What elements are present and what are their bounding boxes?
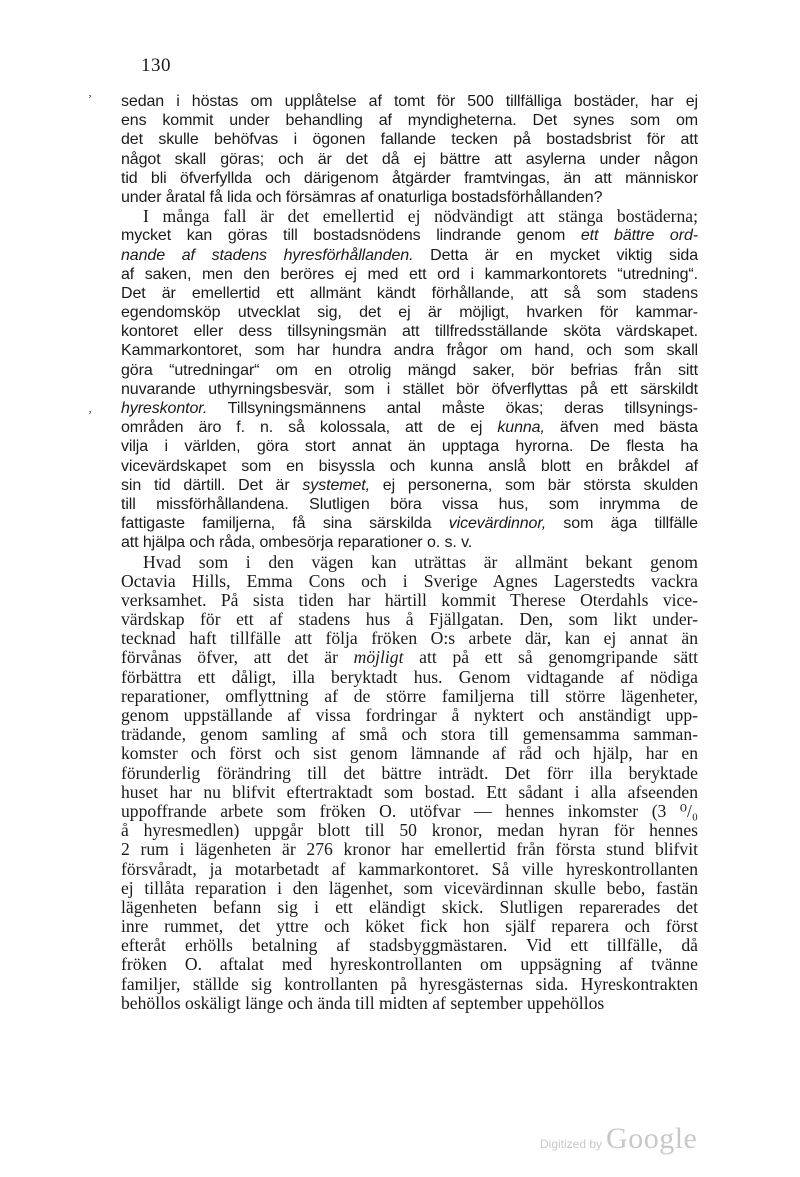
text-segment: Hvad som i den vägen kan uträttas är allmänt bekant genom xyxy=(143,551,698,572)
text-segment: Det är emellertid ett allmänt kändt förhållande, att så som stadens xyxy=(121,284,698,302)
emphasis-text: vicevärdinnor, xyxy=(448,515,547,533)
text-segment: ej personerna, som bär största skulden xyxy=(369,476,698,494)
text-line xyxy=(121,668,698,687)
emphasis-text: systemet, xyxy=(302,476,370,494)
text-segment: fattigaste familjerna, få sina särskilda xyxy=(121,515,449,533)
text-segment: det skulle behöfvas i ögonen fallande tecken på bostadsbrist för att xyxy=(121,131,698,149)
text-segment: egendomsköp utvecklat sig, det ej är möjligt, hvarken för kammar- xyxy=(121,304,698,322)
text-line xyxy=(121,725,698,744)
text-segment: behöllos oskäligt länge och ända till midten af september uppehöllos xyxy=(121,992,605,1013)
text-line xyxy=(121,629,698,648)
text-line xyxy=(121,169,698,188)
text-segment: vicevärdskapet som en bisyssla och kunna anslå blott en bråkdel af xyxy=(121,457,698,475)
text-line xyxy=(121,150,698,169)
text-segment: mycket kan göras till bostadsnödens lindrande genom xyxy=(121,227,581,245)
text-segment: förbättra ett dåligt, illa beryktadt hus. Genom vidtagande af nödiga xyxy=(121,666,698,687)
text-line xyxy=(121,860,698,879)
text-line xyxy=(121,188,698,207)
text-segment: reparationer, omflyttning af de större familjerna till större lägenheter, xyxy=(121,685,698,706)
text-segment: försvåradt, ja motarbetadt af kammarkontoret. Så ville hyreskontrollanten xyxy=(121,858,698,879)
emphasis-text: nande af stadens hyresförhållanden. xyxy=(121,246,414,264)
text-line xyxy=(121,514,698,533)
text-segment: sedan i höstas om upplåtelse af tomt för 500 tillfälliga bostäder, har ej xyxy=(121,93,698,110)
text-segment: I många fall är det emellertid ej nödvändigt att stänga bostäderna; xyxy=(143,206,698,227)
page-number: 130 xyxy=(141,55,171,76)
text-line xyxy=(121,111,698,130)
text-segment: lägenheten befann sig i ett eländigt skick. Slutligen reparerades det xyxy=(121,896,698,917)
text-line xyxy=(121,533,698,552)
text-line xyxy=(121,246,698,265)
watermark-prefix: Digitized by xyxy=(540,1137,603,1151)
text-line xyxy=(121,495,698,514)
text-line xyxy=(121,265,698,284)
text-line xyxy=(121,898,698,917)
google-logo: Google xyxy=(606,1122,698,1155)
text-line xyxy=(121,322,698,341)
margin-mark: ʼ xyxy=(88,408,92,422)
margin-mark: ʼ xyxy=(88,92,92,106)
text-segment: huset har nu blifvit eftertraktadt som bostad. Ett sådant i alla afseenden xyxy=(121,781,698,802)
text-segment: göra “utredningar“ om en otrolig mängd saker, bör befrias från sitt xyxy=(121,361,698,379)
text-segment: Detta är en mycket viktig sida xyxy=(413,246,698,264)
text-segment: uppoffrande arbete som fröken O. utöfvar — hennes inkomster (3 ⁰/₀ xyxy=(121,800,698,821)
text-segment: tid bli öfverfyllda och därigenom åtgärder framtvingas, än att människor xyxy=(121,169,698,187)
text-segment: efteråt erhölls betalning af stadsbyggmästaren. Vid ett tillfälle, då xyxy=(121,935,698,956)
text-line xyxy=(121,380,698,399)
text-line xyxy=(121,975,698,994)
text-line xyxy=(121,783,698,802)
text-segment: värdskap för ett af stadens hus å Fjällgatan. Den, som likt under- xyxy=(121,609,698,630)
text-line xyxy=(121,706,698,725)
text-segment: förunderlig förändring till det bättre inträdt. Det förr illa beryktade xyxy=(121,762,698,783)
text-line xyxy=(121,591,698,610)
text-segment: å hyresmedlen) uppgår blott till 50 kronor, medan hyran för hennes xyxy=(121,820,698,841)
text-segment: komster och först och sist genom lämnande af råd och hjälp, har en xyxy=(121,743,698,764)
text-segment: familjer, ställde sig kontrollanten på hyresgästernas sida. Hyreskontrakten xyxy=(121,973,698,994)
text-line xyxy=(121,802,698,821)
text-line xyxy=(121,572,698,591)
text-line xyxy=(121,879,698,898)
text-line xyxy=(121,361,698,380)
text-line xyxy=(121,821,698,840)
emphasis-text: möjligt xyxy=(353,647,404,668)
text-segment: äfven med bästa xyxy=(544,419,698,437)
text-line xyxy=(121,917,698,936)
text-segment: af saken, men den beröres ej med ett ord i kammarkontorets “utredning“. xyxy=(121,265,698,283)
text-line xyxy=(121,553,698,572)
watermark xyxy=(540,1122,697,1156)
text-segment: trädande, genom samling af små och stora till gemensamma samman- xyxy=(121,724,698,745)
text-segment: nuvarande uthyrningsbesvär, som i stället bör öfverflyttas på ett särskildt xyxy=(121,380,698,398)
text-segment: områden äro f. n. så kolossala, att de ej xyxy=(121,419,498,437)
text-line xyxy=(121,418,698,437)
emphasis-text: ett bättre ord- xyxy=(580,227,698,245)
text-line xyxy=(121,130,698,149)
text-segment: fröken O. aftalat med hyreskontrollanten om uppsägning af tvänne xyxy=(121,954,698,975)
emphasis-text: hyreskontor. xyxy=(121,400,208,417)
text-segment: vilja i världen, göra stort annat än upptaga hyrorna. De flesta ha xyxy=(121,438,698,456)
text-segment: ej tillåta reparation i den lägenhet, som vicevärdinnan skulle bebo, fastän xyxy=(121,877,698,898)
text-line xyxy=(121,648,698,667)
text-segment: kontoret eller dess tillsyningsmän att tillfredsställande sköta värdskapet. xyxy=(121,323,698,341)
text-segment: sin tid därtill. Det är xyxy=(121,476,303,494)
text-segment: Octavia Hills, Emma Cons och i Sverige Agnes Lagerstedts vackra xyxy=(121,570,698,591)
text-line xyxy=(121,341,698,360)
text-segment: att hjälpa och råda, ombesörja reparationer o. s. v. xyxy=(121,534,473,552)
emphasis-text: kunna, xyxy=(497,419,545,437)
text-line xyxy=(121,936,698,955)
text-line xyxy=(121,284,698,303)
text-segment: ens kommit under behandling af myndigheterna. Det synes som om xyxy=(121,112,698,130)
text-segment: inre rummet, det yttre och köket fick hon själf reparera och först xyxy=(121,916,698,937)
text-segment: genom uppställande af vissa fordringar å nyktert och anständigt upp- xyxy=(121,705,698,725)
text-segment: tecknad haft tillfälle att följa fröken O:s arbete där, kan ej annat än xyxy=(121,628,698,649)
text-line xyxy=(121,92,698,111)
text-line xyxy=(121,207,698,226)
text-line xyxy=(121,687,698,706)
text-segment: förvånas öfver, att det är xyxy=(121,647,354,668)
text-line xyxy=(121,399,698,418)
text-line xyxy=(121,840,698,859)
text-line xyxy=(121,476,698,495)
text-line xyxy=(121,764,698,783)
text-segment: som äga tillfälle xyxy=(546,515,698,533)
text-segment: 2 rum i lägenheten är 276 kronor har emellertid från första stund blifvit xyxy=(121,839,698,860)
text-line xyxy=(121,303,698,322)
text-segment: Kammarkontoret, som har hundra andra frågor om hand, och som skall xyxy=(121,342,698,360)
text-line xyxy=(121,226,698,245)
text-segment: verksamhet. På sista tiden har härtill kommit Therese Oterdahls vice- xyxy=(121,589,698,610)
text-line xyxy=(121,457,698,476)
text-line xyxy=(121,610,698,629)
body-text xyxy=(121,92,698,1013)
text-segment: något skall göras; och är det då ej bättre att asylerna under någon xyxy=(121,150,698,168)
text-segment: under åratal få lida och försämras af onaturliga bostadsförhållanden? xyxy=(121,188,603,206)
text-segment: till missförhållandena. Slutligen böra vissa hus, som inrymma de xyxy=(121,495,698,513)
text-segment: att på ett så genomgripande sätt xyxy=(403,647,698,668)
text-segment: Tillsyningsmännens antal måste ökas; deras tillsynings- xyxy=(207,400,698,417)
text-line xyxy=(121,994,698,1013)
text-line xyxy=(121,955,698,974)
text-line xyxy=(121,437,698,456)
text-line xyxy=(121,744,698,763)
